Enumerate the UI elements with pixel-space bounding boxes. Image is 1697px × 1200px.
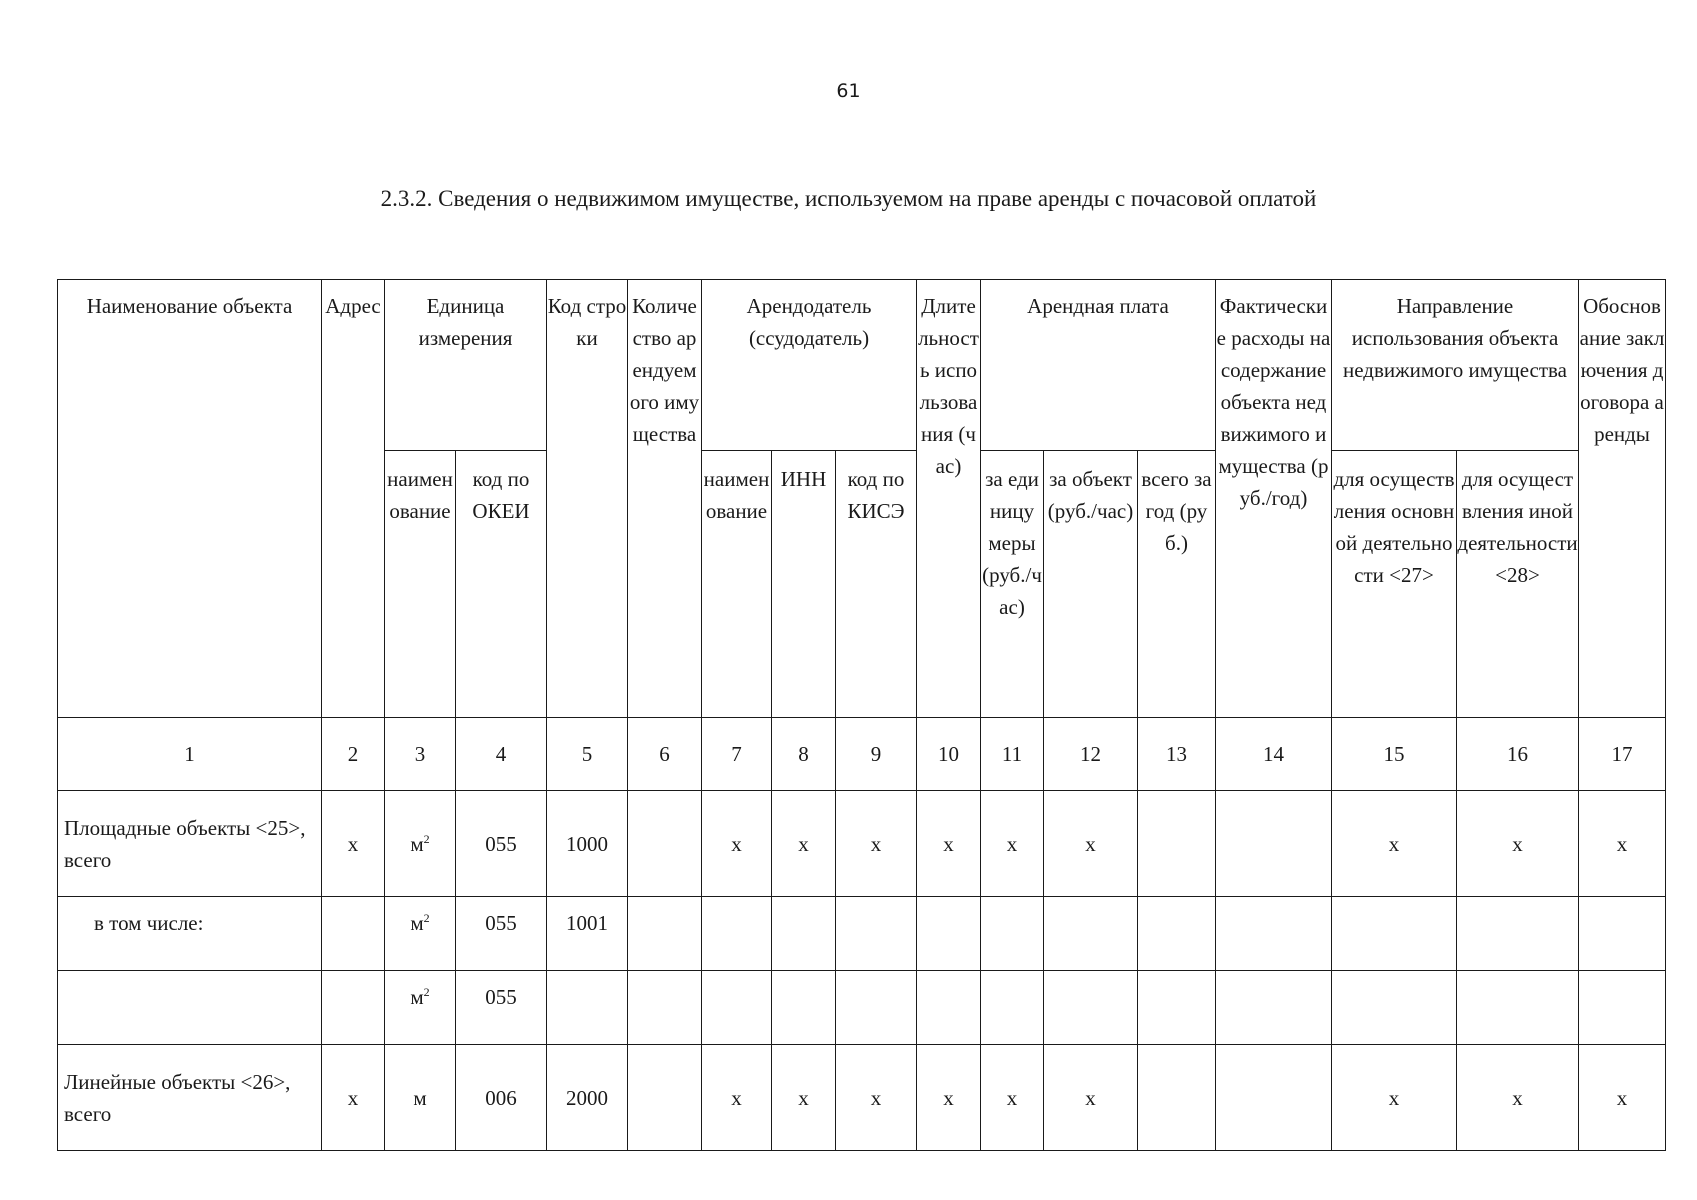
column-number: 4 <box>456 718 547 791</box>
table-cell <box>917 971 981 1045</box>
table-cell: 055 <box>456 971 547 1045</box>
header-rent: Арендная плата <box>981 280 1216 451</box>
table-cell: х <box>322 791 385 897</box>
header-direction-main: для осуществления основной деятельности <27> <box>1332 451 1457 718</box>
table-cell: 055 <box>456 897 547 971</box>
table-cell: 2000 <box>547 1045 628 1151</box>
header-unit-code: код по ОКЕИ <box>456 451 547 718</box>
table-cell: х <box>1332 791 1457 897</box>
header-lessor-name: наименование <box>702 451 772 718</box>
table-cell: х <box>836 1045 917 1151</box>
table-cell <box>772 971 836 1045</box>
table-cell <box>702 897 772 971</box>
table-cell <box>772 897 836 971</box>
header-quantity: Количество арендуемого имущества <box>628 280 702 718</box>
table-cell: х <box>772 1045 836 1151</box>
section-title: 2.3.2. Сведения о недвижимом имуществе, используемом на праве аренды с почасовой оплатой <box>380 186 1317 211</box>
table-cell: х <box>917 1045 981 1151</box>
row-name <box>58 971 322 1045</box>
table-cell <box>1579 971 1666 1045</box>
header-unit: Единица измерения <box>385 280 547 451</box>
table-cell: х <box>322 1045 385 1151</box>
table-cell: х <box>1044 791 1138 897</box>
column-number: 14 <box>1216 718 1332 791</box>
table-cell: х <box>702 791 772 897</box>
column-number: 8 <box>772 718 836 791</box>
column-number: 16 <box>1457 718 1579 791</box>
row-name: в том числе: <box>58 897 322 971</box>
header-direction-other: для осуществления иной деятельности <28> <box>1457 451 1579 718</box>
table-cell <box>1579 897 1666 971</box>
table-cell <box>981 971 1044 1045</box>
table-cell: 1000 <box>547 791 628 897</box>
table-cell <box>628 1045 702 1151</box>
table-cell <box>836 971 917 1045</box>
table-cell: $м^2$ <box>385 971 456 1045</box>
table-cell <box>1457 971 1579 1045</box>
table-row <box>58 897 1666 971</box>
table-cell <box>628 971 702 1045</box>
rental-table <box>57 279 1666 1151</box>
table-cell: х <box>981 1045 1044 1151</box>
table-cell: х <box>702 1045 772 1151</box>
table-cell: х <box>1579 1045 1666 1151</box>
column-number: 15 <box>1332 718 1457 791</box>
table-cell: 055 <box>456 791 547 897</box>
header-rent-per-unit: за единицу меры (руб./час) <box>981 451 1044 718</box>
table-cell <box>1138 791 1216 897</box>
table-cell: х <box>1332 1045 1457 1151</box>
table-cell <box>1216 971 1332 1045</box>
header-rent-per-year: всего за год (руб.) <box>1138 451 1216 718</box>
table-cell: х <box>772 791 836 897</box>
column-number: 7 <box>702 718 772 791</box>
column-number: 10 <box>917 718 981 791</box>
table-cell <box>1044 971 1138 1045</box>
column-number: 17 <box>1579 718 1666 791</box>
table-cell <box>1216 791 1332 897</box>
table-cell <box>1044 897 1138 971</box>
table-cell <box>702 971 772 1045</box>
table-cell <box>1332 897 1457 971</box>
table-cell: $м^2$ <box>385 791 456 897</box>
header-address: Адрес <box>322 280 385 718</box>
column-number: 9 <box>836 718 917 791</box>
header-rent-per-object: за объект (руб./час) <box>1044 451 1138 718</box>
table-cell <box>547 971 628 1045</box>
table-cell: х <box>981 791 1044 897</box>
table-cell <box>1457 897 1579 971</box>
table-cell <box>981 897 1044 971</box>
table-cell: м <box>385 1045 456 1151</box>
header-duration: Длительность использования (час) <box>917 280 981 718</box>
table-cell: 006 <box>456 1045 547 1151</box>
table-cell <box>1138 971 1216 1045</box>
table-cell <box>1332 971 1457 1045</box>
header-unit-name: наименование <box>385 451 456 718</box>
table-cell <box>836 897 917 971</box>
table-row <box>58 1045 1666 1151</box>
row-name: Площадные объекты <25>, всего <box>58 791 322 897</box>
table-row <box>58 971 1666 1045</box>
table-cell <box>917 897 981 971</box>
table-cell <box>1216 897 1332 971</box>
header-row-code: Код строки <box>547 280 628 718</box>
header-object-name: Наименование объекта <box>58 280 322 718</box>
column-number: 12 <box>1044 718 1138 791</box>
table-cell <box>1216 1045 1332 1151</box>
table-cell: х <box>836 791 917 897</box>
header-lessor-inn: ИНН <box>772 451 836 718</box>
table-row <box>58 791 1666 897</box>
table-cell: х <box>917 791 981 897</box>
table-cell <box>628 791 702 897</box>
header-lessor: Арендодатель (ссудодатель) <box>702 280 917 451</box>
column-number: 2 <box>322 718 385 791</box>
header-justification: Обоснование заключения договора аренды <box>1579 280 1666 718</box>
column-number: 1 <box>58 718 322 791</box>
column-number: 13 <box>1138 718 1216 791</box>
column-numbers-row <box>58 718 1666 791</box>
table-cell: х <box>1579 791 1666 897</box>
column-number: 11 <box>981 718 1044 791</box>
table-cell <box>1138 897 1216 971</box>
table-cell: х <box>1457 791 1579 897</box>
column-number: 3 <box>385 718 456 791</box>
table-cell: х <box>1044 1045 1138 1151</box>
page-number: 61 <box>836 80 861 102</box>
table-cell: х <box>1457 1045 1579 1151</box>
header-direction: Направление использования объекта недвижимого имущества <box>1332 280 1579 451</box>
header-actual-costs: Фактические расходы на содержание объекта недвижимого имущества (руб./год) <box>1216 280 1332 718</box>
column-number: 6 <box>628 718 702 791</box>
table-cell <box>1138 1045 1216 1151</box>
table-cell: $м^2$ <box>385 897 456 971</box>
column-number: 5 <box>547 718 628 791</box>
table-cell <box>322 971 385 1045</box>
header-lessor-kise: код по КИСЭ <box>836 451 917 718</box>
table-cell: 1001 <box>547 897 628 971</box>
table-cell <box>322 897 385 971</box>
table-cell <box>628 897 702 971</box>
row-name: Линейные объекты <26>, всего <box>58 1045 322 1151</box>
